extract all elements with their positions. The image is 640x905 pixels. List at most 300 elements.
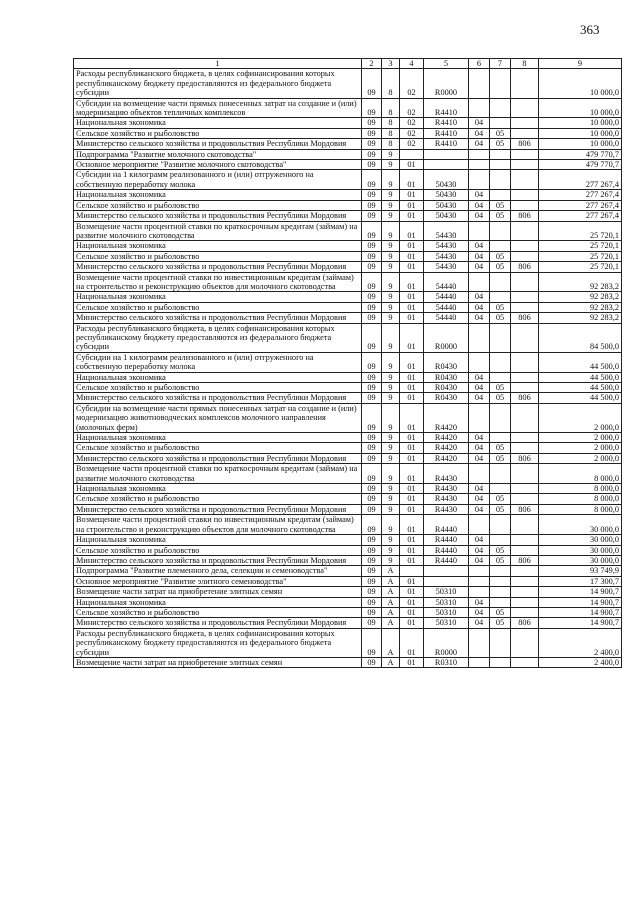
code-subchapter: 05 [490,545,511,555]
row-name: Национальная экономика [74,484,362,494]
code-section: 09 [362,292,382,302]
code-department [511,657,539,667]
row-name: Сельское хозяйство и рыболовство [74,607,362,617]
code-subchapter [490,190,511,200]
code-department [511,372,539,382]
code-direction: R4410 [424,139,469,149]
code-section: 09 [362,302,382,312]
amount: 25 720,1 [539,262,622,272]
code-department [511,118,539,128]
code-section: 09 [362,545,382,555]
code-department: 806 [511,262,539,272]
code-activity: 01 [400,576,424,586]
code-subchapter: 05 [490,262,511,272]
code-department: 806 [511,555,539,565]
code-section: 09 [362,484,382,494]
table-row [74,515,622,535]
code-subprogram: 8 [382,98,400,118]
row-name: Сельское хозяйство и рыболовство [74,302,362,312]
code-department [511,597,539,607]
code-section: 09 [362,587,382,597]
code-subprogram: А [382,576,400,586]
code-activity: 02 [400,98,424,118]
code-section: 09 [362,98,382,118]
code-department [511,433,539,443]
code-chapter: 04 [469,262,490,272]
code-direction: 50310 [424,587,469,597]
code-direction: R0430 [424,372,469,382]
code-chapter: 04 [469,139,490,149]
code-department [511,383,539,393]
amount: 92 283,2 [539,272,622,292]
column-header: 8 [511,59,539,69]
row-name: Возмещение части процентной ставки по краткосрочным кредитам (займам) на развитие молочного скотоводства [74,221,362,241]
code-activity: 01 [400,292,424,302]
row-name: Национальная экономика [74,535,362,545]
code-activity: 01 [400,272,424,292]
code-subprogram: 9 [382,545,400,555]
code-direction: 54430 [424,251,469,261]
code-department [511,443,539,453]
code-subprogram: А [382,566,400,576]
amount: 8 000,0 [539,494,622,504]
table-row [74,251,622,261]
code-chapter: 04 [469,535,490,545]
table-row [74,211,622,221]
row-name: Национальная экономика [74,372,362,382]
code-activity: 01 [400,618,424,628]
code-chapter [469,403,490,432]
amount: 30 000,0 [539,545,622,555]
amount: 2 000,0 [539,433,622,443]
code-section: 09 [362,313,382,323]
table-row [74,200,622,210]
table-row [74,576,622,586]
code-activity: 01 [400,323,424,352]
code-department [511,128,539,138]
table-row [74,504,622,514]
row-name: Основное мероприятие "Развитие молочного скотоводства" [74,160,362,170]
code-department [511,160,539,170]
amount: 14 900,7 [539,587,622,597]
code-direction: R4410 [424,118,469,128]
code-subchapter [490,272,511,292]
row-name: Субсидии на 1 килограмм реализованного и (или) отгруженного на собственную переработку молока [74,170,362,190]
code-activity: 01 [400,302,424,312]
code-department [511,292,539,302]
code-department [511,98,539,118]
code-department [511,607,539,617]
code-department [511,587,539,597]
code-subprogram: А [382,587,400,597]
code-subprogram: 9 [382,464,400,484]
row-name: Субсидии на возмещение части прямых понесенных затрат на создание и (или) модернизацию животноводческих комплексов молочного направления (молочных ферм) [74,403,362,432]
table-row [74,383,622,393]
row-name: Расходы республиканского бюджета, в целях софинансирования которых республиканскому бюджету предоставляются из федерального бюджета субсидии [74,323,362,352]
code-subprogram: 8 [382,69,400,98]
code-direction: R4430 [424,494,469,504]
code-department: 806 [511,313,539,323]
header-row [74,59,622,69]
code-chapter: 04 [469,453,490,463]
code-chapter: 04 [469,494,490,504]
column-header: 7 [490,59,511,69]
code-subchapter: 05 [490,251,511,261]
code-subchapter [490,433,511,443]
code-subchapter: 05 [490,200,511,210]
code-activity: 01 [400,657,424,667]
amount: 10 000,0 [539,69,622,98]
code-section: 09 [362,69,382,98]
amount: 14 900,7 [539,607,622,617]
table-row [74,323,622,352]
amount: 8 000,0 [539,484,622,494]
table-row [74,433,622,443]
code-activity: 02 [400,69,424,98]
code-direction [424,149,469,159]
amount: 479 770,7 [539,160,622,170]
code-activity: 01 [400,383,424,393]
table-row [74,272,622,292]
table-row [74,494,622,504]
amount: 2 400,0 [539,657,622,667]
code-section: 09 [362,190,382,200]
table-row [74,443,622,453]
code-subchapter [490,566,511,576]
code-chapter: 04 [469,313,490,323]
code-chapter: 04 [469,607,490,617]
amount: 30 000,0 [539,515,622,535]
code-subprogram: А [382,628,400,657]
code-section: 09 [362,504,382,514]
amount: 17 300,7 [539,576,622,586]
amount: 2 000,0 [539,443,622,453]
code-activity [400,566,424,576]
code-chapter: 04 [469,504,490,514]
code-activity: 01 [400,494,424,504]
code-activity: 01 [400,403,424,432]
code-activity: 01 [400,504,424,514]
table-row [74,69,622,98]
code-subchapter [490,98,511,118]
code-chapter [469,566,490,576]
code-activity: 01 [400,313,424,323]
code-chapter: 04 [469,372,490,382]
code-section: 09 [362,323,382,352]
code-department [511,190,539,200]
code-subprogram: 9 [382,200,400,210]
code-direction: 54440 [424,292,469,302]
code-direction: R4430 [424,464,469,484]
code-chapter: 04 [469,190,490,200]
code-subprogram: 9 [382,433,400,443]
code-subchapter: 05 [490,211,511,221]
code-department [511,69,539,98]
code-department [511,535,539,545]
column-header: 3 [382,59,400,69]
code-section: 09 [362,433,382,443]
code-activity: 01 [400,200,424,210]
code-section: 09 [362,149,382,159]
amount: 14 900,7 [539,618,622,628]
amount: 92 283,2 [539,302,622,312]
code-subchapter [490,657,511,667]
code-direction: 50310 [424,607,469,617]
code-department [511,403,539,432]
code-subchapter: 05 [490,453,511,463]
code-subprogram: 9 [382,160,400,170]
row-name: Министерство сельского хозяйства и продовольствия Республики Мордовия [74,618,362,628]
code-chapter [469,98,490,118]
code-direction: R0430 [424,393,469,403]
amount: 14 900,7 [539,597,622,607]
code-chapter: 04 [469,200,490,210]
code-subprogram: 9 [382,211,400,221]
row-name: Возмещение части процентной ставки по инвестиционным кредитам (займам) на строительство и реконструкцию объектов для молочного скотоводства [74,272,362,292]
code-section: 09 [362,251,382,261]
code-chapter [469,272,490,292]
code-activity: 01 [400,190,424,200]
amount: 84 500,0 [539,323,622,352]
code-subchapter: 05 [490,383,511,393]
code-subprogram: 9 [382,535,400,545]
code-chapter [469,628,490,657]
code-department [511,221,539,241]
code-direction: R4420 [424,403,469,432]
code-chapter: 04 [469,618,490,628]
code-activity: 01 [400,597,424,607]
code-direction: R0000 [424,69,469,98]
code-activity: 01 [400,545,424,555]
code-department [511,576,539,586]
code-activity: 01 [400,372,424,382]
code-chapter [469,323,490,352]
amount: 44 500,0 [539,393,622,403]
table-row [74,566,622,576]
code-section: 09 [362,453,382,463]
code-direction: R4420 [424,443,469,453]
code-subprogram: 9 [382,251,400,261]
code-chapter [469,515,490,535]
code-chapter: 04 [469,597,490,607]
code-subprogram: 9 [382,453,400,463]
code-department [511,484,539,494]
code-chapter: 04 [469,292,490,302]
code-section: 09 [362,272,382,292]
code-department: 806 [511,139,539,149]
row-name: Министерство сельского хозяйства и продовольствия Республики Мордовия [74,262,362,272]
table-row [74,555,622,565]
code-chapter: 04 [469,118,490,128]
code-subchapter [490,118,511,128]
code-section: 09 [362,566,382,576]
code-direction: R4440 [424,555,469,565]
table-row [74,628,622,657]
row-name: Министерство сельского хозяйства и продовольствия Республики Мордовия [74,211,362,221]
code-direction: 54430 [424,262,469,272]
table-row [74,657,622,667]
code-subprogram: А [382,607,400,617]
code-chapter: 04 [469,383,490,393]
code-section: 09 [362,221,382,241]
code-subprogram: 9 [382,272,400,292]
amount: 10 000,0 [539,118,622,128]
code-subprogram: 9 [382,403,400,432]
code-direction: R4430 [424,504,469,514]
amount: 8 000,0 [539,504,622,514]
code-activity: 02 [400,118,424,128]
code-activity: 01 [400,515,424,535]
code-activity: 01 [400,262,424,272]
code-subchapter: 05 [490,393,511,403]
amount: 277 267,4 [539,170,622,190]
code-subprogram: 9 [382,383,400,393]
amount: 92 283,2 [539,313,622,323]
code-direction: 50430 [424,170,469,190]
code-section: 09 [362,352,382,372]
code-subprogram: 9 [382,393,400,403]
code-direction: R0310 [424,657,469,667]
table-row [74,313,622,323]
amount: 2 000,0 [539,453,622,463]
code-subchapter [490,515,511,535]
code-direction: 50430 [424,200,469,210]
code-section: 09 [362,262,382,272]
code-activity: 02 [400,128,424,138]
table-row [74,170,622,190]
code-chapter: 04 [469,443,490,453]
code-subchapter [490,241,511,251]
code-activity: 01 [400,211,424,221]
code-activity: 02 [400,139,424,149]
code-subprogram: 9 [382,262,400,272]
code-chapter: 04 [469,211,490,221]
code-direction: 54440 [424,302,469,312]
table-row [74,128,622,138]
amount: 30 000,0 [539,535,622,545]
code-direction: 50430 [424,211,469,221]
code-subchapter [490,403,511,432]
code-activity: 01 [400,464,424,484]
amount: 10 000,0 [539,98,622,118]
table-row [74,352,622,372]
code-section: 09 [362,241,382,251]
code-department: 806 [511,393,539,403]
code-subprogram: 9 [382,313,400,323]
code-activity: 01 [400,587,424,597]
row-name: Возмещение части затрат на приобретение элитных семян [74,587,362,597]
code-chapter: 04 [469,393,490,403]
code-direction: 54430 [424,241,469,251]
code-activity: 01 [400,453,424,463]
code-activity: 01 [400,170,424,190]
code-subprogram: А [382,618,400,628]
row-name: Основное мероприятие "Развитие элитного семеноводства" [74,576,362,586]
code-direction: R4430 [424,484,469,494]
code-subprogram: 8 [382,128,400,138]
code-subchapter [490,464,511,484]
code-department: 806 [511,453,539,463]
table-row [74,545,622,555]
row-name: Сельское хозяйство и рыболовство [74,494,362,504]
code-subprogram: 9 [382,372,400,382]
code-subchapter: 05 [490,128,511,138]
code-section: 09 [362,128,382,138]
amount: 44 500,0 [539,352,622,372]
row-name: Субсидии на 1 килограмм реализованного и (или) отгруженного на собственную переработку молока [74,352,362,372]
code-activity: 01 [400,433,424,443]
code-subchapter: 05 [490,618,511,628]
code-subprogram: 9 [382,323,400,352]
row-name: Сельское хозяйство и рыболовство [74,443,362,453]
code-section: 09 [362,383,382,393]
code-subprogram: 9 [382,190,400,200]
code-subchapter [490,221,511,241]
row-name: Национальная экономика [74,241,362,251]
table-row [74,262,622,272]
amount: 92 283,2 [539,292,622,302]
page-number: 363 [580,22,600,37]
code-chapter [469,657,490,667]
table-row [74,618,622,628]
row-name: Министерство сельского хозяйства и продовольствия Республики Мордовия [74,555,362,565]
code-department [511,200,539,210]
code-subprogram: 8 [382,139,400,149]
code-chapter: 04 [469,241,490,251]
budget-table [73,58,622,668]
code-subchapter [490,292,511,302]
code-department [511,323,539,352]
code-chapter: 04 [469,555,490,565]
code-section: 09 [362,170,382,190]
code-activity: 01 [400,393,424,403]
amount: 2 000,0 [539,403,622,432]
code-section: 09 [362,403,382,432]
row-name: Возмещение части затрат на приобретение элитных семян [74,657,362,667]
code-department [511,464,539,484]
amount: 93 749,9 [539,566,622,576]
code-subchapter: 05 [490,555,511,565]
code-department [511,170,539,190]
code-direction: R4420 [424,453,469,463]
code-subprogram: 9 [382,292,400,302]
column-header: 1 [74,59,362,69]
amount: 25 720,1 [539,251,622,261]
code-subchapter: 05 [490,443,511,453]
code-section: 09 [362,515,382,535]
code-chapter [469,352,490,372]
code-section: 09 [362,555,382,565]
table-row [74,597,622,607]
code-subprogram: 9 [382,515,400,535]
column-header: 6 [469,59,490,69]
code-chapter: 04 [469,545,490,555]
code-subchapter: 05 [490,607,511,617]
code-subchapter [490,597,511,607]
table-row [74,464,622,484]
column-header: 5 [424,59,469,69]
code-subprogram: 9 [382,352,400,372]
code-section: 09 [362,618,382,628]
table-row [74,149,622,159]
table-row [74,302,622,312]
code-department [511,149,539,159]
code-subprogram: А [382,597,400,607]
code-subprogram: 9 [382,221,400,241]
code-chapter [469,576,490,586]
code-subprogram: 8 [382,118,400,128]
code-direction [424,566,469,576]
